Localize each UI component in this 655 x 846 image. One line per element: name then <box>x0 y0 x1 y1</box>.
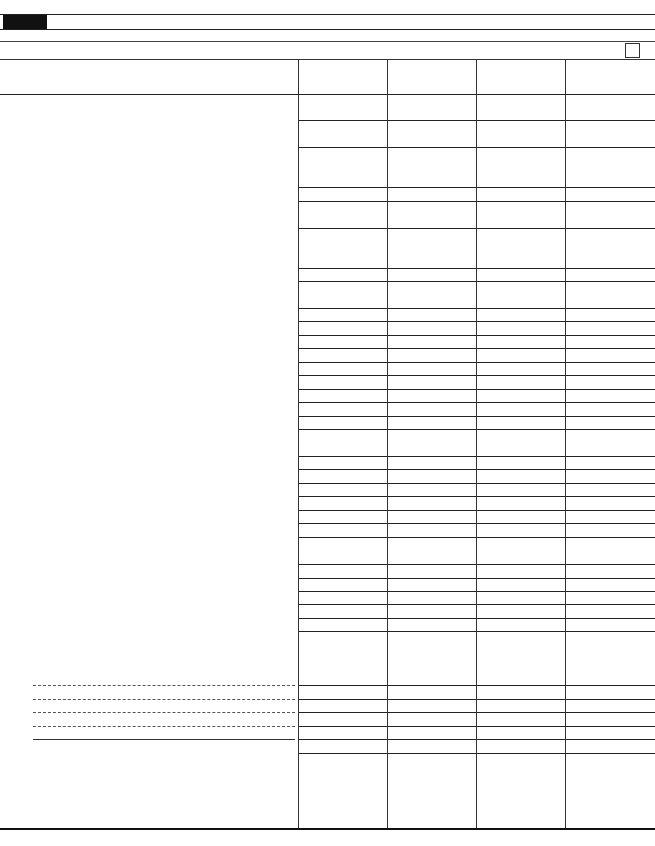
cell-col-a[interactable] <box>298 753 387 829</box>
cell-col-b[interactable] <box>387 281 476 309</box>
cell-col-d[interactable] <box>565 564 655 579</box>
cell-col-d[interactable] <box>565 335 655 349</box>
line-label <box>33 739 295 740</box>
cell-col-b[interactable] <box>387 187 476 202</box>
cell-col-b[interactable] <box>387 685 476 700</box>
cell-col-c[interactable] <box>476 510 565 524</box>
cell-col-a[interactable] <box>298 389 387 403</box>
divider <box>0 41 655 42</box>
table-row <box>0 712 655 726</box>
table-row <box>0 564 655 578</box>
cell-col-a[interactable] <box>298 537 387 565</box>
cell-col-a[interactable] <box>298 281 387 309</box>
cell-col-d[interactable] <box>565 281 655 309</box>
cell-col-c[interactable] <box>476 578 565 592</box>
cell-col-d[interactable] <box>565 537 655 565</box>
cell-col-d[interactable] <box>565 416 655 430</box>
cell-col-b[interactable] <box>387 564 476 579</box>
cell-col-c[interactable] <box>476 268 565 282</box>
cell-col-d[interactable] <box>565 753 655 829</box>
cell-col-c[interactable] <box>476 726 565 740</box>
cell-col-d[interactable] <box>565 591 655 605</box>
cell-col-c[interactable] <box>476 228 565 269</box>
table-row <box>0 228 655 268</box>
cell-col-d[interactable] <box>565 631 655 686</box>
cell-col-c[interactable] <box>476 739 565 754</box>
cell-col-a[interactable] <box>298 308 387 322</box>
cell-col-b[interactable] <box>387 699 476 713</box>
table-row <box>0 578 655 591</box>
cell-col-b[interactable] <box>387 348 476 363</box>
cell-col-a[interactable] <box>298 510 387 524</box>
cell-col-a[interactable] <box>298 469 387 484</box>
cell-col-d[interactable] <box>565 523 655 538</box>
cell-col-a[interactable] <box>298 496 387 511</box>
cell-col-a[interactable] <box>298 362 387 376</box>
table-row <box>0 510 655 523</box>
line-label <box>33 699 295 700</box>
table-row <box>0 483 655 496</box>
cell-col-a[interactable] <box>298 147 387 188</box>
table-row <box>0 362 655 375</box>
column-divider <box>565 59 566 828</box>
cell-col-b[interactable] <box>387 483 476 497</box>
column-divider <box>298 59 299 828</box>
cell-col-c[interactable] <box>476 456 565 470</box>
cell-col-b[interactable] <box>387 631 476 686</box>
cell-col-d[interactable] <box>565 496 655 511</box>
cell-col-c[interactable] <box>476 685 565 700</box>
cell-col-d[interactable] <box>565 699 655 713</box>
cell-col-c[interactable] <box>476 335 565 349</box>
cell-col-a[interactable] <box>298 739 387 754</box>
cell-col-b[interactable] <box>387 618 476 632</box>
column-header-a <box>298 61 387 93</box>
line-label <box>33 726 295 727</box>
table-row <box>0 537 655 564</box>
table-row <box>0 469 655 483</box>
column-header-c <box>476 61 565 93</box>
table-row <box>0 321 655 335</box>
cell-col-b[interactable] <box>387 510 476 524</box>
cell-col-c[interactable] <box>476 348 565 363</box>
cell-col-c[interactable] <box>476 591 565 605</box>
table-row <box>0 739 655 753</box>
cell-col-b[interactable] <box>387 591 476 605</box>
cell-col-c[interactable] <box>476 618 565 632</box>
cell-col-b[interactable] <box>387 308 476 322</box>
table-row <box>0 308 655 321</box>
cell-col-b[interactable] <box>387 375 476 390</box>
line-label <box>33 712 295 713</box>
table-row <box>0 268 655 281</box>
table-row <box>0 591 655 604</box>
column-divider <box>476 59 477 828</box>
cell-col-a[interactable] <box>298 685 387 700</box>
cell-col-c[interactable] <box>476 187 565 202</box>
table-row <box>0 120 655 147</box>
cell-col-c[interactable] <box>476 631 565 686</box>
cell-col-b[interactable] <box>387 523 476 538</box>
cell-col-b[interactable] <box>387 753 476 829</box>
cell-col-d[interactable] <box>565 402 655 417</box>
cell-col-c[interactable] <box>476 389 565 403</box>
cell-col-a[interactable] <box>298 631 387 686</box>
cell-col-a[interactable] <box>298 604 387 619</box>
cell-col-b[interactable] <box>387 362 476 376</box>
cell-col-c[interactable] <box>476 496 565 511</box>
table-row <box>0 94 655 120</box>
cell-col-c[interactable] <box>476 94 565 121</box>
cell-col-a[interactable] <box>298 429 387 457</box>
cell-col-b[interactable] <box>387 604 476 619</box>
cell-col-c[interactable] <box>476 429 565 457</box>
table-row <box>0 389 655 402</box>
cell-col-a[interactable] <box>298 523 387 538</box>
part-bar <box>0 14 655 30</box>
cell-col-a[interactable] <box>298 483 387 497</box>
cell-col-c[interactable] <box>476 321 565 336</box>
cell-col-b[interactable] <box>387 429 476 457</box>
cell-col-d[interactable] <box>565 308 655 322</box>
table-row <box>0 187 655 201</box>
cell-col-c[interactable] <box>476 416 565 430</box>
cell-col-c[interactable] <box>476 564 565 579</box>
cell-col-b[interactable] <box>387 726 476 740</box>
cell-col-a[interactable] <box>298 712 387 727</box>
cell-col-a[interactable] <box>298 94 387 121</box>
column-header-b <box>387 61 476 93</box>
cell-col-d[interactable] <box>565 362 655 376</box>
cell-col-d[interactable] <box>565 348 655 363</box>
cell-col-b[interactable] <box>387 578 476 592</box>
cell-col-c[interactable] <box>476 537 565 565</box>
cell-col-a[interactable] <box>298 348 387 363</box>
table-row <box>0 201 655 228</box>
cell-col-b[interactable] <box>387 389 476 403</box>
cell-col-c[interactable] <box>476 281 565 309</box>
cell-col-d[interactable] <box>565 389 655 403</box>
cell-col-d[interactable] <box>565 604 655 619</box>
cell-col-d[interactable] <box>565 201 655 229</box>
cell-col-b[interactable] <box>387 469 476 484</box>
table-row <box>0 429 655 456</box>
cell-col-a[interactable] <box>298 228 387 269</box>
cell-col-c[interactable] <box>476 469 565 484</box>
table-row <box>0 335 655 348</box>
table-row <box>0 699 655 712</box>
table-row <box>0 348 655 362</box>
part-label <box>3 15 47 29</box>
column-divider <box>387 59 388 828</box>
cell-col-d[interactable] <box>565 120 655 148</box>
cell-col-a[interactable] <box>298 726 387 740</box>
cell-col-b[interactable] <box>387 228 476 269</box>
divider <box>0 828 655 830</box>
cell-col-c[interactable] <box>476 753 565 829</box>
cell-col-b[interactable] <box>387 147 476 188</box>
cell-col-d[interactable] <box>565 483 655 497</box>
cell-col-b[interactable] <box>387 456 476 470</box>
cell-col-d[interactable] <box>565 429 655 457</box>
cell-col-c[interactable] <box>476 523 565 538</box>
cell-col-c[interactable] <box>476 604 565 619</box>
cell-col-a[interactable] <box>298 120 387 148</box>
cell-col-a[interactable] <box>298 564 387 579</box>
cell-col-a[interactable] <box>298 268 387 282</box>
page-header <box>3 2 652 14</box>
cell-col-a[interactable] <box>298 456 387 470</box>
cell-col-a[interactable] <box>298 201 387 229</box>
cell-col-b[interactable] <box>387 335 476 349</box>
cell-col-c[interactable] <box>476 147 565 188</box>
column-header-d <box>565 61 655 93</box>
cell-col-d[interactable] <box>565 618 655 632</box>
cell-col-a[interactable] <box>298 416 387 430</box>
table-row <box>0 416 655 429</box>
cell-col-b[interactable] <box>387 201 476 229</box>
cell-col-c[interactable] <box>476 712 565 727</box>
table-row <box>0 753 655 828</box>
cell-col-d[interactable] <box>565 510 655 524</box>
cell-col-a[interactable] <box>298 578 387 592</box>
cell-col-d[interactable] <box>565 228 655 269</box>
cell-col-b[interactable] <box>387 402 476 417</box>
cell-col-a[interactable] <box>298 375 387 390</box>
cell-col-a[interactable] <box>298 699 387 713</box>
cell-col-c[interactable] <box>476 699 565 713</box>
table-row <box>0 456 655 469</box>
divider <box>0 59 655 60</box>
cell-col-c[interactable] <box>476 308 565 322</box>
cell-col-d[interactable] <box>565 321 655 336</box>
schedule-o-checkbox[interactable] <box>625 43 640 58</box>
cell-col-c[interactable] <box>476 375 565 390</box>
cell-col-d[interactable] <box>565 268 655 282</box>
cell-col-b[interactable] <box>387 416 476 430</box>
cell-col-b[interactable] <box>387 496 476 511</box>
table-row <box>0 402 655 416</box>
table-row <box>0 631 655 685</box>
cell-col-b[interactable] <box>387 712 476 727</box>
cell-col-a[interactable] <box>298 187 387 202</box>
cell-col-a[interactable] <box>298 402 387 417</box>
cell-col-c[interactable] <box>476 402 565 417</box>
cell-col-a[interactable] <box>298 618 387 632</box>
cell-col-a[interactable] <box>298 591 387 605</box>
cell-col-d[interactable] <box>565 375 655 390</box>
table-row <box>0 281 655 308</box>
cell-col-d[interactable] <box>565 578 655 592</box>
cell-col-d[interactable] <box>565 187 655 202</box>
table-row <box>0 604 655 618</box>
table-row <box>0 523 655 537</box>
cell-col-d[interactable] <box>565 739 655 754</box>
cell-col-d[interactable] <box>565 469 655 484</box>
line-label <box>33 685 295 686</box>
table-row <box>0 618 655 631</box>
cell-col-a[interactable] <box>298 335 387 349</box>
cell-col-c[interactable] <box>476 362 565 376</box>
table-row <box>0 496 655 510</box>
cell-col-b[interactable] <box>387 537 476 565</box>
cell-col-b[interactable] <box>387 120 476 148</box>
cell-col-d[interactable] <box>565 94 655 121</box>
cell-col-b[interactable] <box>387 739 476 754</box>
cell-col-c[interactable] <box>476 483 565 497</box>
table-row <box>0 726 655 739</box>
cell-col-a[interactable] <box>298 321 387 336</box>
table-row <box>0 147 655 187</box>
cell-col-c[interactable] <box>476 201 565 229</box>
cell-col-b[interactable] <box>387 94 476 121</box>
cell-col-d[interactable] <box>565 685 655 700</box>
table-row <box>0 685 655 699</box>
cell-col-c[interactable] <box>476 120 565 148</box>
cell-col-b[interactable] <box>387 268 476 282</box>
table-row <box>0 375 655 389</box>
cell-col-d[interactable] <box>565 147 655 188</box>
cell-col-b[interactable] <box>387 321 476 336</box>
cell-col-d[interactable] <box>565 726 655 740</box>
cell-col-d[interactable] <box>565 456 655 470</box>
cell-col-d[interactable] <box>565 712 655 727</box>
